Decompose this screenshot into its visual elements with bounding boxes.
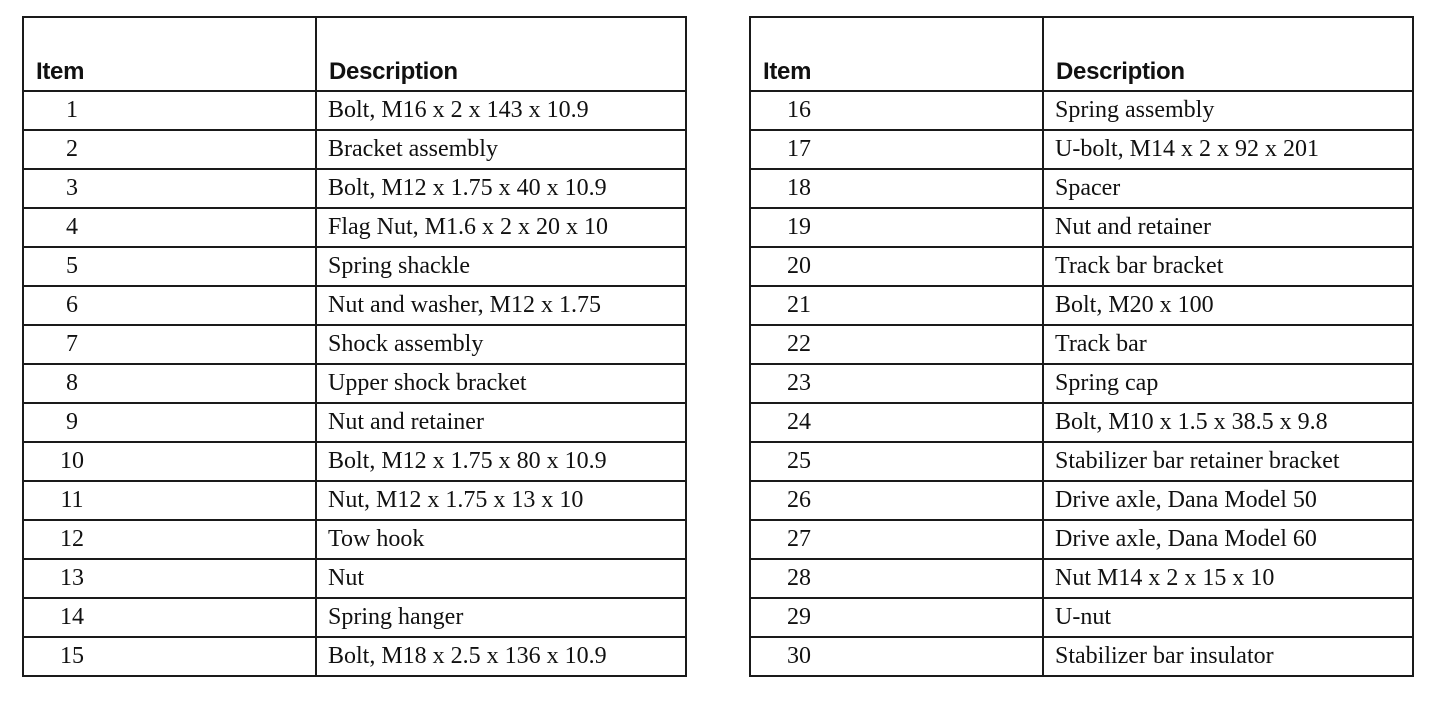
table-row	[23, 247, 686, 286]
item-description-cell: Tow hook	[316, 520, 686, 559]
item-description-cell: Spring assembly	[1043, 91, 1413, 130]
item-column-header: Item	[23, 17, 316, 91]
item-number-cell	[23, 364, 316, 403]
table-row	[750, 247, 1413, 286]
item-description-cell: Bolt, M18 x 2.5 x 136 x 10.9	[316, 637, 686, 676]
item-number: 27	[787, 526, 811, 552]
item-number-cell	[750, 247, 1043, 286]
item-number-cell	[23, 403, 316, 442]
parts-table-right	[749, 16, 1414, 677]
item-number-cell	[750, 91, 1043, 130]
item-number-cell	[23, 598, 316, 637]
item-number: 17	[787, 136, 811, 162]
item-number: 4	[66, 214, 78, 240]
item-number-cell	[23, 208, 316, 247]
item-description-cell: Nut	[316, 559, 686, 598]
table-body	[750, 91, 1413, 676]
item-number: 14	[60, 604, 84, 630]
item-number-cell	[750, 286, 1043, 325]
item-description-cell: Spring cap	[1043, 364, 1413, 403]
table-row	[23, 520, 686, 559]
item-description-cell: Bolt, M12 x 1.75 x 40 x 10.9	[316, 169, 686, 208]
item-description-cell: Stabilizer bar retainer bracket	[1043, 442, 1413, 481]
table-body	[23, 91, 686, 676]
item-description-cell: Bolt, M12 x 1.75 x 80 x 10.9	[316, 442, 686, 481]
item-number-cell	[750, 442, 1043, 481]
item-number-cell	[750, 520, 1043, 559]
item-number-cell	[750, 598, 1043, 637]
table-row	[23, 559, 686, 598]
item-number: 10	[60, 448, 84, 474]
table-row	[23, 637, 686, 676]
item-number: 18	[787, 175, 811, 201]
item-description-cell: Nut M14 x 2 x 15 x 10	[1043, 559, 1413, 598]
item-description-cell: U-bolt, M14 x 2 x 92 x 201	[1043, 130, 1413, 169]
item-description-cell: Spacer	[1043, 169, 1413, 208]
table-row	[23, 481, 686, 520]
table-row	[750, 91, 1413, 130]
item-description-cell: Bolt, M16 x 2 x 143 x 10.9	[316, 91, 686, 130]
table-row	[23, 208, 686, 247]
table-row	[23, 442, 686, 481]
table-row	[750, 637, 1413, 676]
item-number: 29	[787, 604, 811, 630]
item-description-cell: Nut and retainer	[1043, 208, 1413, 247]
table-row	[23, 403, 686, 442]
item-number: 19	[787, 214, 811, 240]
item-number: 12	[60, 526, 84, 552]
item-number: 6	[66, 292, 78, 318]
item-description-cell: Nut, M12 x 1.75 x 13 x 10	[316, 481, 686, 520]
item-number: 5	[66, 253, 78, 279]
item-number: 15	[60, 643, 84, 669]
table-row	[23, 598, 686, 637]
item-description-cell: Drive axle, Dana Model 50	[1043, 481, 1413, 520]
item-number: 8	[66, 370, 78, 396]
table-row	[750, 208, 1413, 247]
table-row	[750, 520, 1413, 559]
item-number: 28	[787, 565, 811, 591]
item-description-cell: Drive axle, Dana Model 60	[1043, 520, 1413, 559]
item-number-cell	[750, 325, 1043, 364]
item-description-cell: Flag Nut, M1.6 x 2 x 20 x 10	[316, 208, 686, 247]
item-number-cell	[750, 208, 1043, 247]
item-number-cell	[23, 169, 316, 208]
table-row	[750, 169, 1413, 208]
item-number-cell	[23, 91, 316, 130]
item-number: 30	[787, 643, 811, 669]
item-number: 13	[60, 565, 84, 591]
table-row	[23, 364, 686, 403]
item-description-cell: Spring hanger	[316, 598, 686, 637]
table-row	[750, 442, 1413, 481]
description-column-header: Description	[316, 17, 686, 91]
table-row	[750, 559, 1413, 598]
item-number: 11	[60, 487, 84, 513]
item-number: 22	[787, 331, 811, 357]
item-description-cell: U-nut	[1043, 598, 1413, 637]
item-number-cell	[23, 247, 316, 286]
item-number: 1	[66, 97, 78, 123]
item-number: 20	[787, 253, 811, 279]
item-number: 23	[787, 370, 811, 396]
item-number-cell	[23, 442, 316, 481]
table-row	[23, 286, 686, 325]
description-column-header: Description	[1043, 17, 1413, 91]
item-number: 21	[787, 292, 811, 318]
item-number-cell	[750, 481, 1043, 520]
item-number-cell	[23, 481, 316, 520]
item-description-cell: Bracket assembly	[316, 130, 686, 169]
item-description-cell: Stabilizer bar insulator	[1043, 637, 1413, 676]
table-row	[23, 91, 686, 130]
item-number-cell	[23, 559, 316, 598]
item-number-cell	[23, 637, 316, 676]
table-row	[23, 169, 686, 208]
table-header-row	[23, 17, 686, 91]
table-row	[750, 598, 1413, 637]
item-number-cell	[23, 325, 316, 364]
table-row	[23, 325, 686, 364]
item-number-cell	[750, 559, 1043, 598]
parts-table-left	[22, 16, 687, 677]
item-description-cell: Track bar	[1043, 325, 1413, 364]
table-row	[750, 364, 1413, 403]
table-row	[750, 130, 1413, 169]
item-description-cell: Nut and retainer	[316, 403, 686, 442]
item-number-cell	[750, 130, 1043, 169]
item-number-cell	[750, 364, 1043, 403]
item-number: 16	[787, 97, 811, 123]
item-number: 25	[787, 448, 811, 474]
item-number-cell	[750, 637, 1043, 676]
table-row	[23, 130, 686, 169]
item-description-cell: Bolt, M10 x 1.5 x 38.5 x 9.8	[1043, 403, 1413, 442]
item-number-cell	[23, 286, 316, 325]
item-number: 26	[787, 487, 811, 513]
item-number-cell	[23, 130, 316, 169]
item-number: 7	[66, 331, 78, 357]
item-description-cell: Bolt, M20 x 100	[1043, 286, 1413, 325]
item-description-cell: Spring shackle	[316, 247, 686, 286]
item-column-header: Item	[750, 17, 1043, 91]
item-description-cell: Track bar bracket	[1043, 247, 1413, 286]
item-number-cell	[23, 520, 316, 559]
table-row	[750, 403, 1413, 442]
table-row	[750, 325, 1413, 364]
table-header-row	[750, 17, 1413, 91]
item-number-cell	[750, 169, 1043, 208]
item-number: 3	[66, 175, 78, 201]
item-number: 2	[66, 136, 78, 162]
item-number: 24	[787, 409, 811, 435]
item-number-cell	[750, 403, 1043, 442]
item-description-cell: Nut and washer, M12 x 1.75	[316, 286, 686, 325]
item-description-cell: Upper shock bracket	[316, 364, 686, 403]
table-row	[750, 481, 1413, 520]
table-row	[750, 286, 1413, 325]
item-description-cell: Shock assembly	[316, 325, 686, 364]
item-number: 9	[66, 409, 78, 435]
